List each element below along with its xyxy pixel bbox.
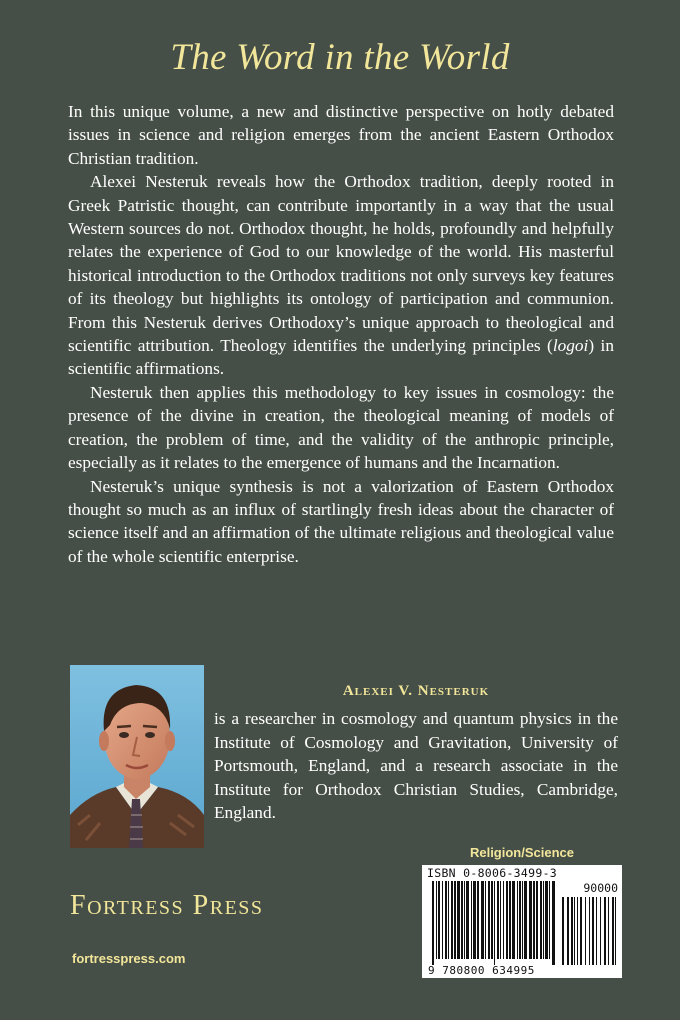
barcode-bar [500, 881, 501, 959]
barcode-addon-bar [571, 897, 573, 965]
barcode-addon-bar [615, 897, 616, 965]
barcode-bar [512, 881, 515, 959]
publisher-website: fortresspress.com [72, 951, 186, 966]
barcode-addon-bar [567, 897, 569, 965]
barcode-addon-bar [562, 897, 564, 965]
barcode-bar [522, 881, 523, 959]
barcode-bar [477, 881, 479, 959]
barcode-bar [491, 881, 493, 959]
barcode-addon-bar [604, 897, 606, 965]
barcode-bar [524, 881, 527, 959]
blurb-paragraph: Nesteruk’s unique synthesis is not a valorization of Eastern Orthodox thought so much as an influx of startlingly fresh ideas about the character of science itself and an affirmation of the ultimate religious and theological value of the whole scientific enterprise. [68, 476, 614, 566]
barcode-addon-bar [574, 897, 575, 965]
barcode-bar [438, 881, 440, 959]
barcode-bar [466, 881, 469, 959]
barcode-bar [494, 881, 495, 965]
barcode-bar [540, 881, 542, 959]
barcode-addon-bar [580, 897, 582, 965]
author-photo [70, 665, 204, 848]
barcode-bar [481, 881, 484, 959]
isbn-text: ISBN 0-8006-3499-3 [427, 866, 558, 880]
barcode-bar [517, 881, 518, 959]
barcode-bar [545, 881, 548, 959]
barcode-addon-bar [608, 897, 609, 965]
barcode-bar [536, 881, 538, 959]
barcode-bar [451, 881, 453, 959]
barcode-bars [422, 865, 622, 978]
barcode-addon-bar [589, 897, 590, 965]
barcode-bar [457, 881, 460, 959]
barcode-addon-bar [592, 897, 594, 965]
author-bio: is a researcher in cosmology and quantum physics in the Institute of Cosmology and Gravitation, University of Portsmouth, England, and a research associate in the Institute for Orthodox Christian Studies, Cambridge, England. [214, 709, 618, 823]
barcode-bar [461, 881, 463, 959]
barcode-bar [432, 881, 434, 965]
barcode-bar [464, 881, 465, 959]
price-code: 90000 [583, 881, 618, 895]
barcode-addon-bar [577, 897, 578, 965]
barcode-bar [519, 881, 521, 959]
barcode-bar [506, 881, 508, 959]
isbn-barcode [422, 865, 622, 978]
barcode-bar [473, 881, 476, 959]
barcode-bar [448, 881, 449, 959]
barcode-bar [454, 881, 456, 959]
barcode-bar [533, 881, 535, 959]
back-cover-blurb [68, 100, 614, 568]
barcode-bar [549, 881, 550, 959]
barcode-addon-bar [596, 897, 597, 965]
ean-number: 9 780800 634995 [428, 964, 535, 977]
category-label: Religion/Science [469, 845, 575, 860]
blurb-paragraph: Nesteruk then applies this methodology to key issues in cosmology: the presence of the divine in creation, the theological meaning of models of creation, the problem of time, and the validity of the anthropic principle, especially as it relates to the emergence of humans and the Incarnation. [68, 382, 614, 473]
barcode-bar [485, 881, 486, 959]
barcode-bar [445, 881, 447, 959]
author-name: Alexei V. Nesteruk [342, 683, 490, 699]
barcode-bar [497, 881, 499, 959]
barcode-addon-bar [612, 897, 614, 965]
barcode-bar [488, 881, 490, 959]
barcode-bar [509, 881, 511, 959]
book-title: The Word in the World [170, 37, 510, 78]
blurb-paragraph: In this unique volume, a new and distinctive perspective on hotly debated issues in science and religion emerges from the ancient Eastern Orthodox Christian tradition. [68, 102, 614, 168]
barcode-bar [552, 881, 555, 965]
barcode-bar [436, 881, 437, 959]
barcode-bar [471, 881, 472, 959]
barcode-bar [543, 881, 544, 959]
barcode-addon-bar [585, 897, 586, 965]
publisher-name: Fortress Press [70, 890, 264, 921]
barcode-bar [442, 881, 443, 959]
barcode-bar [529, 881, 532, 959]
blurb-paragraph: Alexei Nesteruk reveals how the Orthodox tradition, deeply rooted in Greek Patristic thought, can contribute importantly in a way that the usual Western sources do not. Orthodox thought, he holds, profoundly and helpfully relates the experience of God to our knowledge of the world. His masterful historical introduction to the Orthodox traditions not only surveys key features of its theology but highlights its ontology of participation and communion. From this Nesteruk derives Orthodoxy’s unique approach to theological and scientific attribution. Theology identifies the underlying principles (logoi) in scientific affirmations. [68, 172, 614, 379]
barcode-addon-bar [600, 897, 601, 965]
barcode-bar [503, 881, 504, 959]
